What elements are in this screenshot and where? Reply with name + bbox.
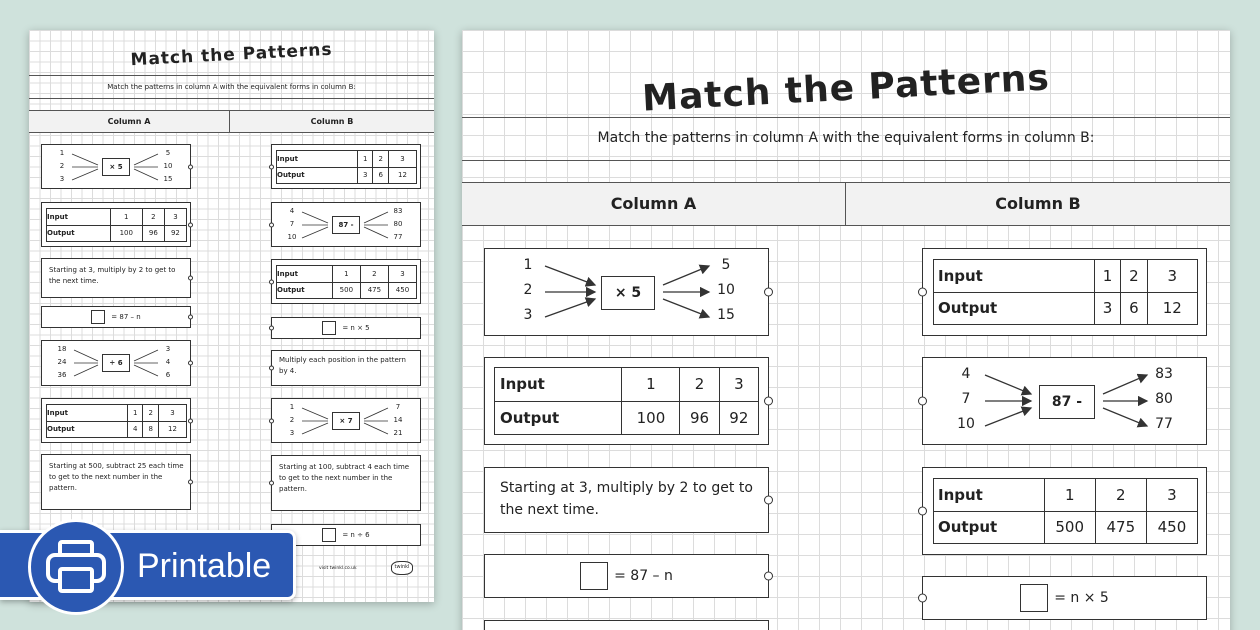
match-dot[interactable] <box>188 480 193 485</box>
match-dot[interactable] <box>269 164 274 169</box>
blank-square <box>580 562 608 590</box>
column-b-item-8[interactable]: = n ÷ 6 <box>271 524 421 546</box>
column-b-item-1[interactable] <box>271 144 421 189</box>
match-dot[interactable] <box>918 397 927 406</box>
printable-badge[interactable] <box>0 530 296 600</box>
function-machine: 1 2 3 × 5 5 10 15 <box>42 145 190 188</box>
column-b-item-2[interactable] <box>271 202 421 247</box>
column-a-header: Column A <box>462 182 846 226</box>
input-output-table: Input 1 2 3 Output 100 96 92 <box>46 208 187 242</box>
input-output-table: Input 1 2 3 Output 100 96 92 <box>494 367 759 435</box>
column-a-header: Column A <box>29 110 230 133</box>
column-a-item-6[interactable] <box>41 398 191 443</box>
column-a-item-2[interactable] <box>484 357 769 445</box>
match-dot[interactable] <box>269 418 274 423</box>
match-dot[interactable] <box>188 164 193 169</box>
match-dot[interactable] <box>269 366 274 371</box>
footer-url[interactable]: visit twinkl.co.uk <box>319 566 357 571</box>
match-dot[interactable] <box>188 315 193 320</box>
input-output-table: Input 1 2 3 Output 3 6 12 <box>933 259 1198 325</box>
operation-box: 87 - <box>1039 385 1095 419</box>
column-a-item-1[interactable] <box>41 144 191 189</box>
column-a-item-1[interactable] <box>484 248 769 336</box>
match-dot[interactable] <box>764 496 773 505</box>
match-dot[interactable] <box>188 276 193 281</box>
column-a-item-3[interactable]: Starting at 3, multiply by 2 to get to the next time. <box>41 258 191 298</box>
column-b-item-1[interactable] <box>922 248 1207 336</box>
instructions: Match the patterns in column A with the equivalent forms in column B: <box>107 83 356 91</box>
blank-square <box>1020 584 1048 612</box>
worksheet-thumbnail <box>29 30 434 602</box>
function-machine: 1 2 3 × 5 5 10 15 <box>485 249 768 335</box>
printable-label: Printable <box>137 547 272 585</box>
page-title: Match the Patterns <box>130 39 333 71</box>
match-dot[interactable] <box>764 397 773 406</box>
function-machine: 4 7 10 87 - 83 80 77 <box>923 358 1206 444</box>
column-a-item-7[interactable]: Starting at 500, subtract 25 each time to get to the next number in the pattern. <box>41 454 191 510</box>
match-dot[interactable] <box>918 507 927 516</box>
input-output-table: Input 1 2 3 Output 500 475 450 <box>933 478 1198 544</box>
blank-square <box>322 528 336 542</box>
instructions: Match the patterns in column A with the equivalent forms in column B: <box>597 130 1095 146</box>
worksheet-zoomed <box>462 30 1230 630</box>
match-dot[interactable] <box>269 481 274 486</box>
match-dot[interactable] <box>269 222 274 227</box>
blank-square <box>322 321 336 335</box>
function-machine: 18 24 36 ÷ 6 3 4 6 <box>42 341 190 385</box>
column-a-item-4[interactable]: = 87 – n <box>484 554 769 598</box>
column-a-item-2[interactable] <box>41 202 191 247</box>
match-dot[interactable] <box>918 288 927 297</box>
column-b-item-4[interactable]: = n × 5 <box>271 317 421 339</box>
column-b-item-7[interactable]: Starting at 100, subtract 4 each time to get to the next number in the pattern. <box>271 455 421 511</box>
column-b-item-3[interactable] <box>271 259 421 304</box>
input-output-table: Input 1 2 3 Output 3 6 12 <box>276 150 417 184</box>
operation-box: × 5 <box>601 276 655 310</box>
function-machine: 4 7 10 87 - 83 80 77 <box>272 203 420 246</box>
column-a-item-5[interactable] <box>484 620 769 630</box>
column-b-item-6[interactable] <box>271 398 421 443</box>
function-machine: 1 2 3 × 7 7 14 21 <box>272 399 420 442</box>
blank-square <box>91 310 105 324</box>
column-a-item-4[interactable]: = 87 – n <box>41 306 191 328</box>
column-a-item-3[interactable]: Starting at 3, multiply by 2 to get to the next time. <box>484 467 769 533</box>
column-b-item-5[interactable]: Multiply each position in the pattern by 4. <box>271 350 421 386</box>
column-b-item-4[interactable]: = n × 5 <box>922 576 1207 620</box>
page-title: Match the Patterns <box>641 57 1051 120</box>
match-dot[interactable] <box>269 279 274 284</box>
twinkl-logo: twinkl <box>391 561 413 575</box>
match-dot[interactable] <box>764 288 773 297</box>
match-dot[interactable] <box>269 326 274 331</box>
match-dot[interactable] <box>764 572 773 581</box>
match-dot[interactable] <box>918 594 927 603</box>
column-a-item-5[interactable] <box>41 340 191 386</box>
match-dot[interactable] <box>188 418 193 423</box>
match-dot[interactable] <box>188 222 193 227</box>
input-output-table: Input 1 2 3 Output 500 475 450 <box>276 265 417 299</box>
input-output-table: Input 1 2 3 Output 4 8 12 <box>46 404 187 438</box>
column-b-header: Column B <box>230 110 434 133</box>
match-dot[interactable] <box>188 361 193 366</box>
column-b-item-2[interactable] <box>922 357 1207 445</box>
printer-icon <box>28 519 124 615</box>
column-b-header: Column B <box>846 182 1230 226</box>
column-b-item-3[interactable] <box>922 467 1207 555</box>
